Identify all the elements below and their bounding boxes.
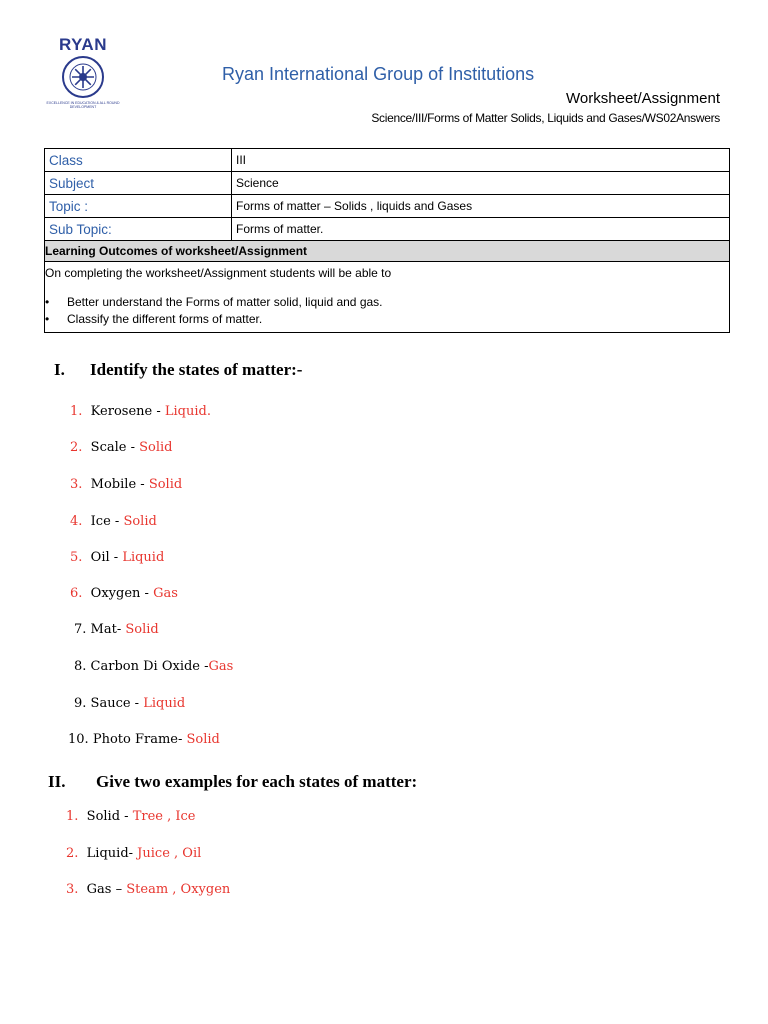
section-2-title: Give two examples for each states of matter:: [96, 772, 418, 791]
list-item: [68, 732, 220, 747]
item-answer: Solid: [186, 732, 220, 747]
section-1-numeral: I.: [54, 360, 65, 379]
logo-text: RYAN: [59, 35, 107, 54]
list-item: [74, 622, 159, 637]
subtopic-value: Forms of matter.: [232, 218, 730, 241]
outcomes-header: Learning Outcomes of worksheet/Assignment: [45, 241, 730, 262]
table-row: [45, 218, 730, 241]
item-text: Gas –: [86, 882, 127, 897]
list-item: [66, 882, 230, 897]
item-text: Liquid-: [86, 846, 138, 861]
item-number: 1.: [66, 809, 79, 824]
item-number: 10.: [68, 732, 89, 747]
table-row: [45, 241, 730, 262]
table-row: [45, 172, 730, 195]
item-number: 6.: [70, 586, 83, 601]
item-text: Sauce -: [90, 696, 144, 711]
list-item: [74, 659, 233, 674]
item-text: Mobile -: [90, 477, 149, 492]
item-text: Oxygen -: [90, 586, 154, 601]
class-value: III: [232, 149, 730, 172]
item-number: 8.: [74, 659, 87, 674]
item-answer: Liquid: [143, 696, 186, 711]
list-item: [74, 696, 185, 711]
item-text: Mat-: [90, 622, 126, 637]
item-number: 1.: [70, 404, 83, 419]
item-number: 5.: [70, 550, 83, 565]
outcomes-intro: On completing the worksheet/Assignment students will be able to: [45, 266, 392, 280]
item-number: 2.: [70, 440, 83, 455]
list-item: [70, 586, 178, 601]
list-item: [70, 550, 164, 565]
item-answer: Solid: [123, 514, 157, 529]
list-item: [70, 404, 211, 419]
section-2-heading: [48, 772, 417, 792]
list-item: [70, 514, 157, 529]
organization-title: Ryan International Group of Institutions: [222, 64, 535, 84]
section-2-numeral: II.: [48, 772, 66, 791]
item-text: Ice -: [90, 514, 124, 529]
item-answer: Solid: [125, 622, 159, 637]
subject-value: Science: [232, 172, 730, 195]
item-answer: Tree , Ice: [132, 809, 196, 824]
table-row: [45, 195, 730, 218]
item-number: 9.: [74, 696, 87, 711]
class-label: Class: [45, 149, 232, 172]
item-text: Solid -: [86, 809, 133, 824]
item-answer: Gas: [208, 659, 234, 674]
list-item: [66, 809, 195, 824]
item-number: 4.: [70, 514, 83, 529]
table-row: [45, 262, 730, 333]
item-answer: Solid: [148, 477, 183, 492]
school-logo: [46, 36, 120, 114]
list-item: [66, 846, 201, 861]
table-row: [45, 149, 730, 172]
item-text: Kerosene -: [90, 404, 165, 419]
list-item: • Better understand the Forms of matter solid, liquid and gas.: [45, 294, 729, 311]
list-item: [70, 477, 182, 492]
outcomes-list: [45, 294, 729, 328]
item-text: Photo Frame-: [92, 732, 187, 747]
item-number: 3.: [70, 477, 83, 492]
subject-label: Subject: [45, 172, 232, 195]
item-text: Oil -: [90, 550, 123, 565]
item-answer: Steam , Oxygen: [126, 882, 231, 897]
item-answer: Liquid: [122, 550, 165, 565]
item-answer: Gas: [153, 586, 178, 601]
worksheet-code: Science/III/Forms of Matter Solids, Liquids and Gases/WS02Answers: [371, 111, 720, 125]
item-answer: Liquid.: [164, 404, 211, 419]
logo-emblem-icon: [56, 54, 110, 100]
topic-value: Forms of matter – Solids , liquids and Gases: [232, 195, 730, 218]
section-1-heading: [54, 360, 302, 380]
item-text: Carbon Di Oxide -: [90, 659, 209, 674]
item-number: 7.: [74, 622, 87, 637]
subtopic-label: Sub Topic:: [45, 218, 232, 241]
topic-label: Topic :: [45, 195, 232, 218]
list-item: [70, 440, 173, 455]
item-number: 2.: [66, 846, 79, 861]
item-answer: Juice , Oil: [137, 846, 202, 861]
item-number: 3.: [66, 882, 79, 897]
outcomes-cell: [45, 262, 730, 333]
list-item: • Classify the different forms of matter.: [45, 311, 729, 328]
info-table: [44, 148, 730, 333]
section-1-title: Identify the states of matter:-: [90, 360, 303, 379]
worksheet-title: Worksheet/Assignment: [566, 90, 720, 107]
item-answer: Solid: [139, 440, 173, 455]
logo-tagline: EXCELLENCE IN EDUCATION & ALL ROUND DEVELOPMENT: [46, 101, 120, 109]
item-text: Scale -: [90, 440, 140, 455]
